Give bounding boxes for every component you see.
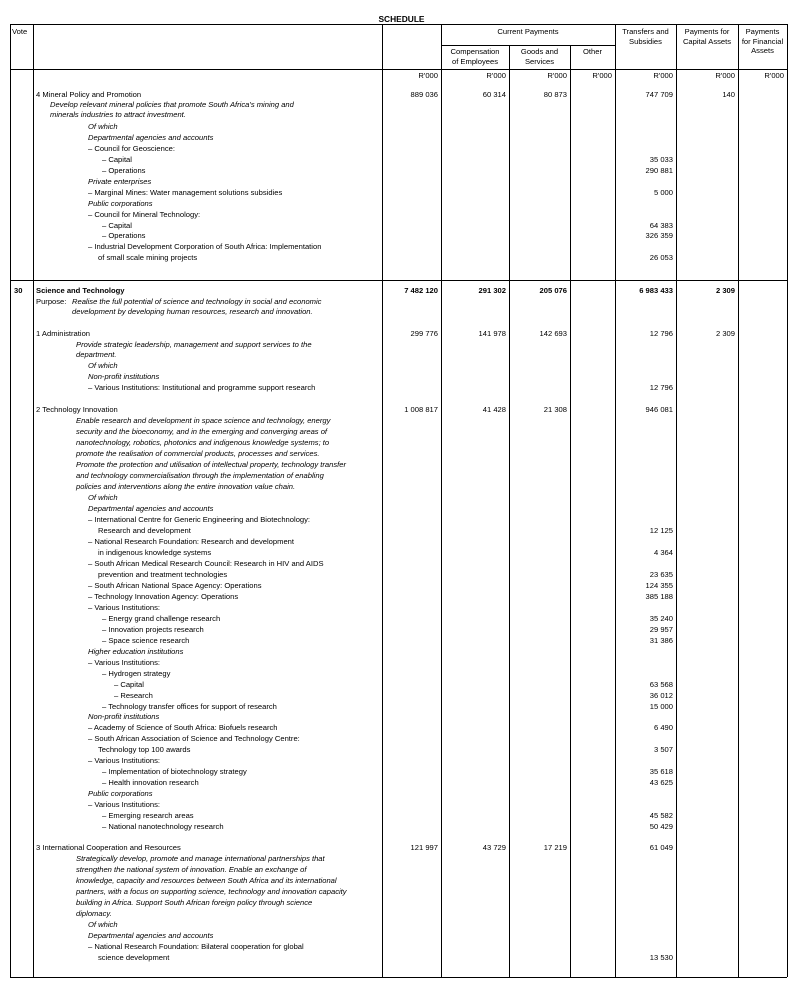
row-label: – Technology transfer offices for support of research xyxy=(102,702,277,711)
rule xyxy=(10,24,787,25)
amount-transfers: 36 012 xyxy=(649,691,673,700)
row-label: Public corporations xyxy=(88,199,153,208)
row-label: – Capital xyxy=(114,680,144,689)
current-payments-header: Current Payments xyxy=(497,27,559,36)
row-label: policies and interventions along the entire innovation value chain. xyxy=(76,482,296,491)
amount-capital: 140 xyxy=(722,90,735,99)
row-label: – Various Institutions: xyxy=(88,756,161,765)
rule xyxy=(33,24,34,977)
unit-label: R'000 xyxy=(715,71,735,80)
row-label: Non-profit institutions xyxy=(88,712,160,721)
amount-transfers: 12 796 xyxy=(649,383,673,392)
header-line: of Employees xyxy=(451,56,498,66)
other-header: Other xyxy=(583,47,602,56)
rule xyxy=(570,45,571,977)
amount-capital: 2 309 xyxy=(715,286,735,295)
row-label: partners, with a focus on supporting science, technology and innovation capacity xyxy=(76,887,347,896)
row-label: – Hydrogen strategy xyxy=(102,669,171,678)
amount-transfers: 63 568 xyxy=(649,680,673,689)
row-label: 1 Administration xyxy=(36,329,91,338)
capital-assets-header xyxy=(676,27,738,46)
rule xyxy=(382,24,383,977)
row-label: – Various Institutions: xyxy=(88,658,161,667)
rule xyxy=(738,24,739,977)
amount-transfers: 29 957 xyxy=(649,625,673,634)
header-line: Subsidies xyxy=(629,36,662,46)
unit-label: R'000 xyxy=(547,71,567,80)
row-label: Departmental agencies and accounts xyxy=(88,931,214,940)
amount-goods: 205 076 xyxy=(539,286,567,295)
amount-goods: 17 219 xyxy=(543,843,567,852)
amount-goods: 80 873 xyxy=(543,90,567,99)
row-label: – Various Institutions: xyxy=(88,603,161,612)
unit-label: R'000 xyxy=(486,71,506,80)
row-label: – Health innovation research xyxy=(102,778,199,787)
row-label: – Operations xyxy=(102,166,146,175)
goods-header xyxy=(509,47,570,66)
amount-transfers: 385 188 xyxy=(645,592,673,601)
amount-total: 1 008 817 xyxy=(404,405,438,414)
row-label: – Space science research xyxy=(102,636,190,645)
amount-transfers: 64 383 xyxy=(649,221,673,230)
rule xyxy=(615,24,616,977)
row-label: Promote the protection and utilisation of intellectual property, technology transfer xyxy=(76,460,347,469)
row-label: diplomacy. xyxy=(76,909,112,918)
row-label: Research and development xyxy=(98,526,191,535)
row-label: Of which xyxy=(88,122,118,131)
header-line: for Financial xyxy=(741,36,784,46)
rule xyxy=(10,69,787,70)
transfers-header xyxy=(615,27,676,46)
amount-transfers: 12 125 xyxy=(649,526,673,535)
header-line: Goods and xyxy=(520,47,559,56)
header-line: Services xyxy=(524,56,555,66)
amount-transfers: 124 355 xyxy=(645,581,673,590)
row-label: – Emerging research areas xyxy=(102,811,194,820)
row-label: science development xyxy=(98,953,170,962)
amount-total: 299 776 xyxy=(410,329,438,338)
amount-transfers: 12 796 xyxy=(649,329,673,338)
vote-header: Vote xyxy=(12,27,28,36)
row-label: Non-profit institutions xyxy=(88,372,160,381)
row-label: 4 Mineral Policy and Promotion xyxy=(36,90,142,99)
row-label: – Various Institutions: Institutional and programme support research xyxy=(88,383,316,392)
row-label: Departmental agencies and accounts xyxy=(88,133,214,142)
amount-transfers: 3 507 xyxy=(653,745,673,754)
row-label: nanotechnology, robotics, photonics and indigenous knowledge systems; to xyxy=(76,438,330,447)
row-label: – Various Institutions: xyxy=(88,800,161,809)
amount-transfers: 5 000 xyxy=(653,188,673,197)
amount-transfers: 43 625 xyxy=(649,778,673,787)
row-label: – National Research Foundation: Research and development xyxy=(88,537,295,546)
row-label: – Capital xyxy=(102,221,132,230)
row-label: – Industrial Development Corporation of South Africa: Implementation xyxy=(88,242,322,251)
amount-transfers: 26 053 xyxy=(649,253,673,262)
row-label: prevention and treatment technologies xyxy=(98,570,228,579)
amount-comp: 141 978 xyxy=(478,329,506,338)
amount-comp: 43 729 xyxy=(482,843,506,852)
row-label: – Research xyxy=(114,691,153,700)
row-label: – Council for Mineral Technology: xyxy=(88,210,201,219)
row-label: security and the bioeconomy, and in the emerging and converging areas of xyxy=(76,427,328,436)
row-label: – Capital xyxy=(102,155,132,164)
amount-transfers: 326 359 xyxy=(645,231,673,240)
row-label: Realise the full potential of science and technology in social and economic xyxy=(72,297,322,306)
row-label: strengthen the national system of innovation. Enable an exchange of xyxy=(76,865,307,874)
header-line: Capital Assets xyxy=(682,36,732,46)
row-label: Higher education institutions xyxy=(88,647,184,656)
row-label: Public corporations xyxy=(88,789,153,798)
row-label: 2 Technology Innovation xyxy=(36,405,118,414)
amount-transfers: 4 364 xyxy=(653,548,673,557)
row-label: department. xyxy=(76,350,117,359)
amount-transfers: 13 530 xyxy=(649,953,673,962)
row-label: Enable research and development in space science and technology, energy xyxy=(76,416,331,425)
row-label: minerals industries to attract investment. xyxy=(50,110,186,119)
row-label: knowledge, capacity and resources between South Africa and its international xyxy=(76,876,337,885)
row-label: building in Africa. Support South African foreign policy through science xyxy=(76,898,313,907)
row-label: – Innovation projects research xyxy=(102,625,204,634)
row-label: Technology top 100 awards xyxy=(98,745,191,754)
rule xyxy=(441,24,442,977)
amount-comp: 291 302 xyxy=(478,286,506,295)
row-label: – Operations xyxy=(102,231,146,240)
vote-number: 30 xyxy=(14,286,23,295)
row-label: Strategically develop, promote and manage international partnerships that xyxy=(76,854,325,863)
rule xyxy=(10,280,787,281)
header-line: Compensation xyxy=(450,47,500,56)
page-title: SCHEDULE xyxy=(378,14,425,24)
header-line: Assets xyxy=(751,46,774,55)
row-label: – Technology Innovation Agency: Operations xyxy=(88,592,239,601)
row-label: – National nanotechnology research xyxy=(102,822,224,831)
header-line: Transfers and xyxy=(622,27,669,36)
amount-total: 889 036 xyxy=(410,90,438,99)
row-label: Purpose: xyxy=(36,297,67,306)
amount-transfers: 15 000 xyxy=(649,702,673,711)
row-label: Provide strategic leadership, management and support services to the xyxy=(76,340,312,349)
amount-total: 7 482 120 xyxy=(404,286,438,295)
row-label: – Council for Geoscience: xyxy=(88,144,175,153)
amount-transfers: 31 386 xyxy=(649,636,673,645)
amount-transfers: 35 618 xyxy=(649,767,673,776)
row-label: – Energy grand challenge research xyxy=(102,614,221,623)
amount-transfers: 45 582 xyxy=(649,811,673,820)
row-label: Develop relevant mineral policies that promote South Africa's mining and xyxy=(50,100,294,109)
rule xyxy=(509,45,510,977)
amount-transfers: 35 240 xyxy=(649,614,673,623)
rule xyxy=(676,24,677,977)
header-line: Payments for xyxy=(684,27,730,36)
amount-transfers: 6 983 433 xyxy=(639,286,673,295)
rule xyxy=(787,24,788,977)
row-label: 3 International Cooperation and Resources xyxy=(36,843,181,852)
unit-label: R'000 xyxy=(418,71,438,80)
row-label: development by developing human resources, research and innovation. xyxy=(72,307,313,316)
amount-capital: 2 309 xyxy=(715,329,735,338)
row-label: and technology commercialisation through the implementation of enabling xyxy=(76,471,324,480)
amount-transfers: 290 881 xyxy=(645,166,673,175)
row-label: Of which xyxy=(88,493,118,502)
row-label: – Marginal Mines: Water management solutions subsidies xyxy=(88,188,283,197)
financial-assets-header xyxy=(738,27,787,56)
row-label: – International Centre for Generic Engineering and Biotechnology: xyxy=(88,515,311,524)
amount-comp: 41 428 xyxy=(482,405,506,414)
row-label: Of which xyxy=(88,361,118,370)
row-label: – South African Association of Science and Technology Centre: xyxy=(88,734,300,743)
row-label: Departmental agencies and accounts xyxy=(88,504,214,513)
row-label: promote the realisation of commercial products, processes and services. xyxy=(76,449,320,458)
amount-transfers: 946 081 xyxy=(645,405,673,414)
amount-transfers: 50 429 xyxy=(649,822,673,831)
row-label: – South African Medical Research Council: Research in HIV and AIDS xyxy=(88,559,324,568)
rule xyxy=(10,977,787,978)
amount-transfers: 35 033 xyxy=(649,155,673,164)
row-label: – South African National Space Agency: Operations xyxy=(88,581,262,590)
row-label: Science and Technology xyxy=(36,286,125,295)
amount-transfers: 23 635 xyxy=(649,570,673,579)
rule xyxy=(10,24,11,977)
row-label: Private enterprises xyxy=(88,177,152,186)
row-label: of small scale mining projects xyxy=(98,253,198,262)
unit-label: R'000 xyxy=(592,71,612,80)
amount-transfers: 61 049 xyxy=(649,843,673,852)
amount-transfers: 6 490 xyxy=(653,723,673,732)
row-label: – Academy of Science of South Africa: Biofuels research xyxy=(88,723,278,732)
header-line: Payments xyxy=(745,27,780,36)
amount-goods: 21 308 xyxy=(543,405,567,414)
amount-goods: 142 693 xyxy=(539,329,567,338)
amount-transfers: 747 709 xyxy=(645,90,673,99)
rule xyxy=(441,45,615,46)
compensation-header xyxy=(441,47,509,66)
amount-total: 121 997 xyxy=(410,843,438,852)
row-label: – Implementation of biotechnology strategy xyxy=(102,767,247,776)
row-label: Of which xyxy=(88,920,118,929)
row-label: – National Research Foundation: Bilateral cooperation for global xyxy=(88,942,304,951)
unit-label: R'000 xyxy=(653,71,673,80)
row-label: in indigenous knowledge systems xyxy=(98,548,212,557)
amount-comp: 60 314 xyxy=(482,90,506,99)
unit-label: R'000 xyxy=(764,71,784,80)
